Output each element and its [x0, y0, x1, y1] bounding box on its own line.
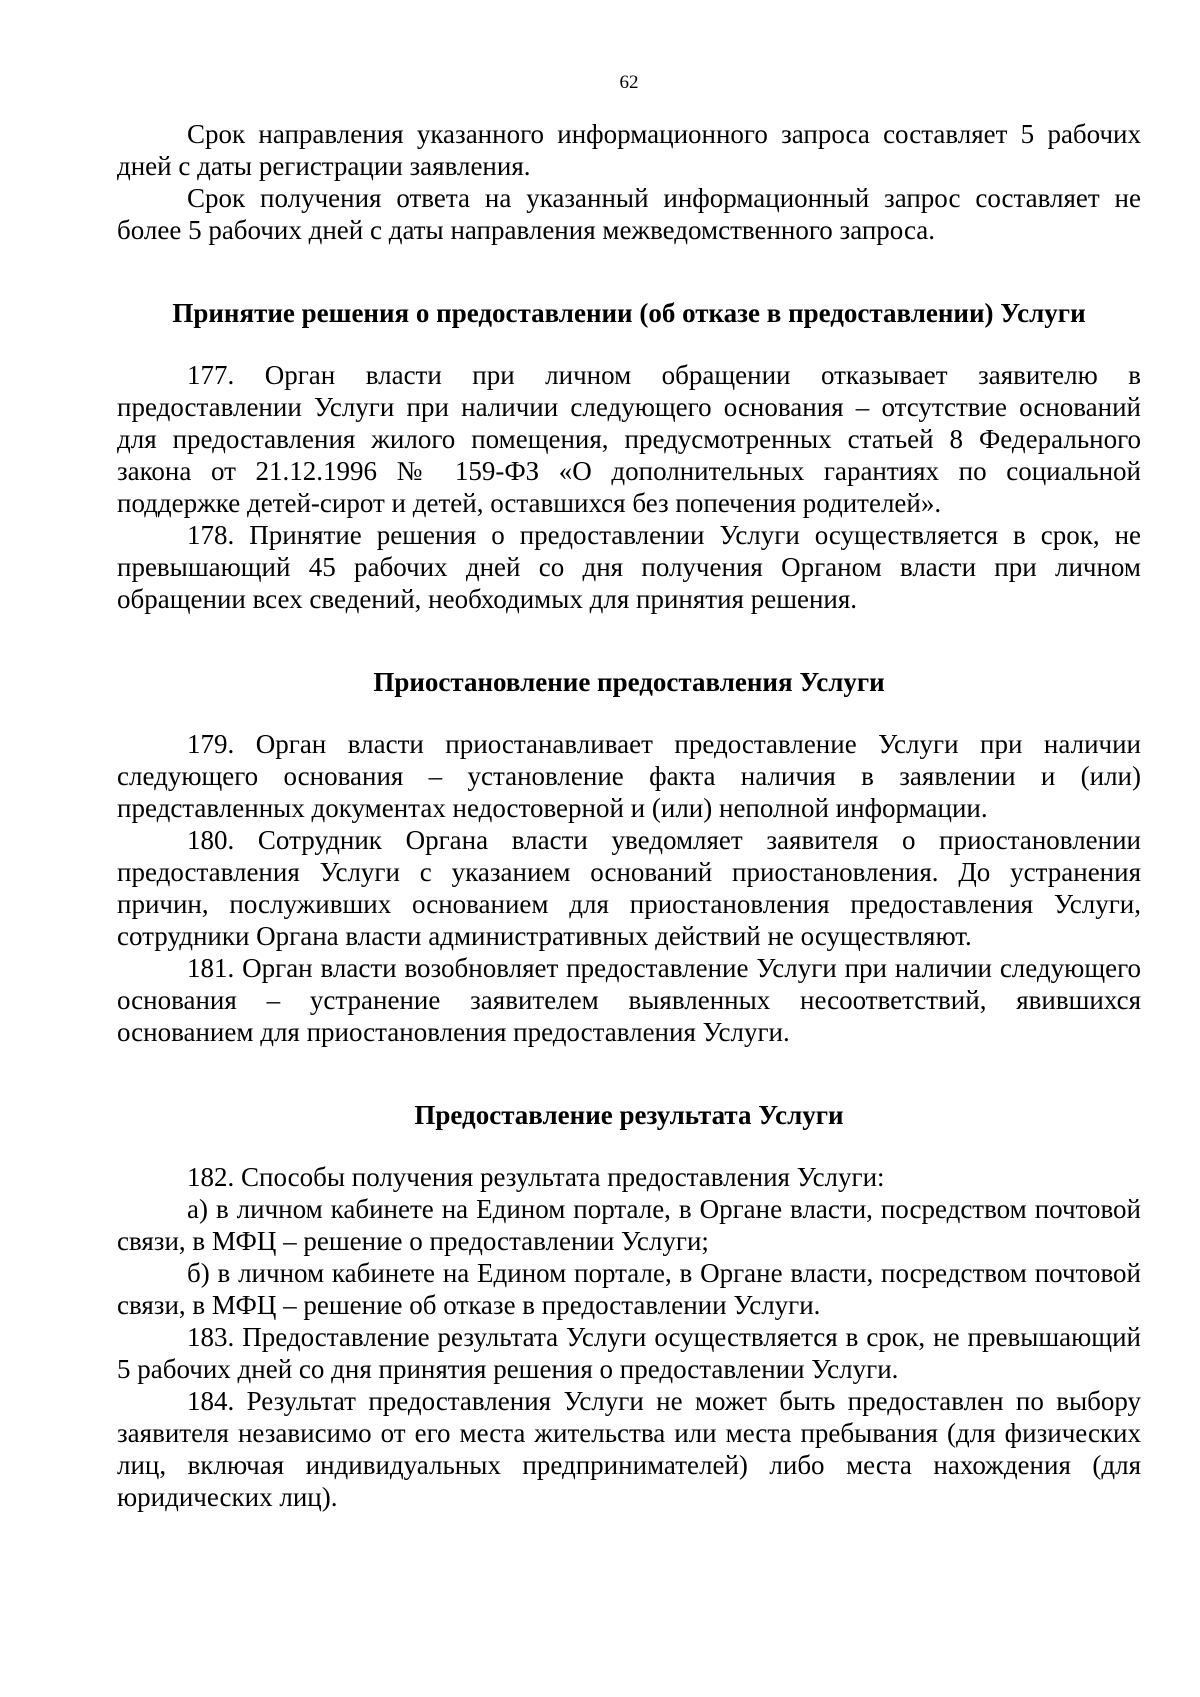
section-heading: Предоставление результата Услуги [414, 1100, 844, 1130]
paragraph: 178. Принятие решения о предоставлении Услуги осуществляется в срок, не превышающий 45 рабочих дней со дня получения Органом власти при личном обращении всех сведений, необходимых для принятия решения. [117, 520, 1141, 614]
page-content [117, 118, 1141, 1513]
spacer [117, 246, 1141, 297]
paragraph: 177. Орган власти при личном обращении отказывает заявителю в предоставлении Услуги при наличии следующего основания – отсутствие оснований для предоставления жилого помещения, предусмотренных статьей 8 Федерального закона от 21.12.1996 № 159-ФЗ «О дополнительных гарантиях по социальной поддержке детей-сирот и детей, оставшихся без попечения родителей». [117, 360, 1141, 518]
paragraph: 180. Сотрудник Органа власти уведомляет заявителя о приостановлении предоставления Услуги с указанием оснований приостановления. До устранения причин, послуживших основанием для приостановления предоставления Услуги, сотрудники Органа власти административных действий не осуществляют. [117, 825, 1141, 951]
spacer [117, 615, 1141, 666]
spacer [117, 1048, 1141, 1099]
paragraph: б) в личном кабинете на Едином портале, в Органе власти, посредством почтовой связи, в МФЦ – решение об отказе в предоставлении Услуги. [117, 1258, 1141, 1320]
section-heading: Принятие решения о предоставлении (об отказе в предоставлении) Услуги [172, 298, 1086, 328]
paragraph: 179. Орган власти приостанавливает предоставление Услуги при наличии следующего основания – установление факта наличия в заявлении и (или) представленных документах недостоверной и (или) неполной информации. [117, 729, 1141, 823]
paragraph: Срок направления указанного информационного запроса составляет 5 рабочих дней с даты регистрации заявления. [117, 119, 1141, 181]
spacer [117, 698, 1141, 728]
page-number: 62 [619, 72, 639, 93]
paragraph: 184. Результат предоставления Услуги не может быть предоставлен по выбору заявителя независимо от его места жительства или места пребывания (для физических лиц, включая индивидуальных предпринимателей) либо места нахождения (для юридических лиц). [117, 1386, 1141, 1512]
paragraph: Срок получения ответа на указанный информационный запрос составляет не более 5 рабочих дней с даты направления межведомственного запроса. [117, 183, 1141, 245]
paragraph: 181. Орган власти возобновляет предоставление Услуги при наличии следующего основания – устранение заявителем выявленных несоответствий, явившихся основанием для приостановления предоставления Услуги. [117, 953, 1141, 1047]
spacer [117, 1131, 1141, 1161]
spacer [117, 329, 1141, 359]
section-heading: Приостановление предоставления Услуги [373, 667, 885, 697]
paragraph: а) в личном кабинете на Едином портале, в Органе власти, посредством почтовой связи, в МФЦ – решение о предоставлении Услуги; [117, 1194, 1141, 1256]
paragraph: 183. Предоставление результата Услуги осуществляется в срок, не превышающий 5 рабочих дней со дня принятия решения о предоставлении Услуги. [117, 1322, 1141, 1384]
paragraph: 182. Способы получения результата предоставления Услуги: [187, 1162, 885, 1192]
